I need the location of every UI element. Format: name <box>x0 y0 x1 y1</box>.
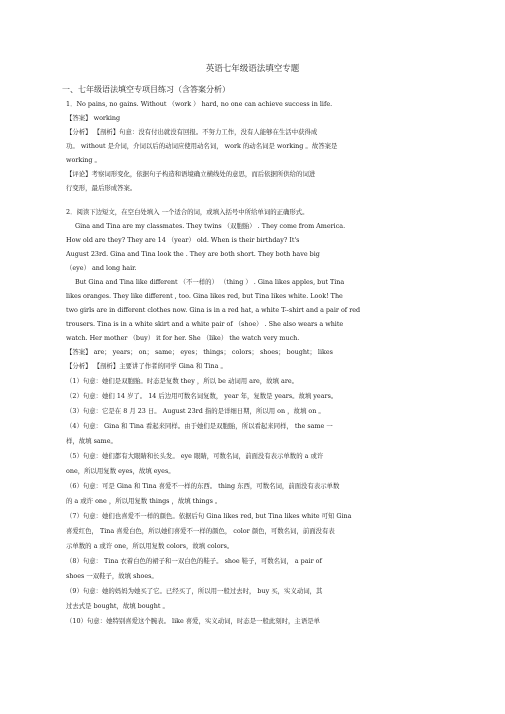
text-line: （2）句意：她们 14 岁了。 14 后边用可数名词复数， year 年，复数是 years。故填 years。 <box>66 392 338 400</box>
text-line: （8）句意： Tina 衣着白色的裙子和一双白色的鞋子。 shoe 鞋子，可数名词， a pair of <box>66 557 322 565</box>
text-line: 【分析】 【剖析】主要讲了作者的同学 Gina 和 Tina 。 <box>66 362 227 370</box>
text-line: （7）句意：她们也喜爱不一样的颜色。依据后句 Gina likes red, but Tina likes white 可知 Gina <box>66 512 352 520</box>
text-line: 【答案】 working <box>66 114 121 122</box>
text-line: watch. Her mother （buy） it for her. She （like） the watch very much. <box>66 334 300 342</box>
text-line: working 。 <box>66 156 101 164</box>
text-line: Gina and Tina are my classmates. They twins （双胞胎） . They come from America. <box>75 222 346 230</box>
text-line: one，所以用复数 eyes，故填 eyes。 <box>66 467 175 475</box>
text-line: 示单数的 a 或许 one，所以用复数 colors，故填 colors。 <box>66 542 234 550</box>
text-line: 喜爱红色， Tina 喜爱白色，所以她们喜爱不一样的颜色， color 颜色，可数名词，前面没有表 <box>66 527 335 535</box>
text-line: 2．阅读下边短文，在空白处填入 一个适合的词，或填入括号中所给单词的正确形式。 <box>66 208 309 216</box>
section-heading: 一、七年级语法填空专项目练习（含答案分析） <box>62 85 230 94</box>
text-line: （9）句意：她的妈妈为她买了它。已经买了，所以用一般过去时， buy 买，实义动词，其 <box>66 587 323 595</box>
text-line: 过去式是 bought，故填 bought 。 <box>66 602 169 610</box>
text-line: 样，故填 same。 <box>66 437 117 445</box>
text-line: 1．No pains, no gains. Without （work ） hard, no one can achieve success in life. <box>66 100 333 108</box>
text-line: （6）句意：可是 Gina 和 Tina 喜爱不一样的东西。 thing 东西，可数名词，前面没有表示单数 <box>66 482 340 490</box>
text-line: 的 a 或许 one ，所以用复数 things ，故填 things 。 <box>66 497 222 505</box>
page-title: 英语七年级语法填空专题 <box>205 64 300 74</box>
text-line: 【评论】考察词形变化，依据句子构造和语境确立横线处的意思，而后依据所供给的词进 <box>66 170 316 178</box>
text-line: （4）句意： Gina 和 Tina 看起来同样。由于她们是双胞胎，所以看起来同样， the same 一 <box>66 422 333 430</box>
text-line: likes oranges. They like different , too. Gina likes red, but Tina likes white. Look! The <box>66 292 343 300</box>
text-line: 【答案】 are； years； on； same； eyes； things； colors； shoes； bought； likes <box>66 348 333 356</box>
text-line: But Gina and Tina like different （不一样的） （thing ） . Gina likes apples, but Tina <box>75 278 345 286</box>
text-line: shoes 一双鞋子，故填 shoes。 <box>66 572 158 580</box>
text-line: trousers. Tina is in a white skirt and a white pair of （shoe） . She also wears a white <box>66 320 344 328</box>
text-line: August 23rd. Gina and Tina look the . They are both short. They both have big <box>66 250 320 258</box>
text-line: two girls are in different clothes now. Gina is in a red hat, a white T--shirt and a pair of red <box>66 306 361 314</box>
text-line: （10）句意：她特别喜爱这个腕表。 like 喜爱，实义动词，时态是一般此刻时，主语是单 <box>66 617 320 625</box>
text-line: （1）句意：她们是双胞胎。时态是复数 they ，所以 be 动词用 are，故填 are。 <box>66 377 299 385</box>
text-line: （eye） and long hair. <box>66 264 137 272</box>
text-line: 行变形，最后形成答案。 <box>66 184 137 192</box>
text-line: How old are they? They are 14 （year） old. When is their birthday? It's <box>66 236 300 244</box>
text-line: 【分析】 【剖析】句意：没有付出就没有回报。不努力工作，没有人能够在生活中获得成 <box>66 128 318 136</box>
text-line: （3）句意：它是在 8 月 23 日。 August 23rd 指的是详细日期，所以用 on ，故填 on 。 <box>66 407 325 415</box>
text-line: 功。 without 是介词，介词以后的动词应使用动名词， work 的动名词是 working 。故答案是 <box>66 142 338 150</box>
text-line: （5）句意：她们都有大眼睛和长头发。 eye 眼睛，可数名词，前面没有表示单数的 a 或许 <box>66 452 324 460</box>
